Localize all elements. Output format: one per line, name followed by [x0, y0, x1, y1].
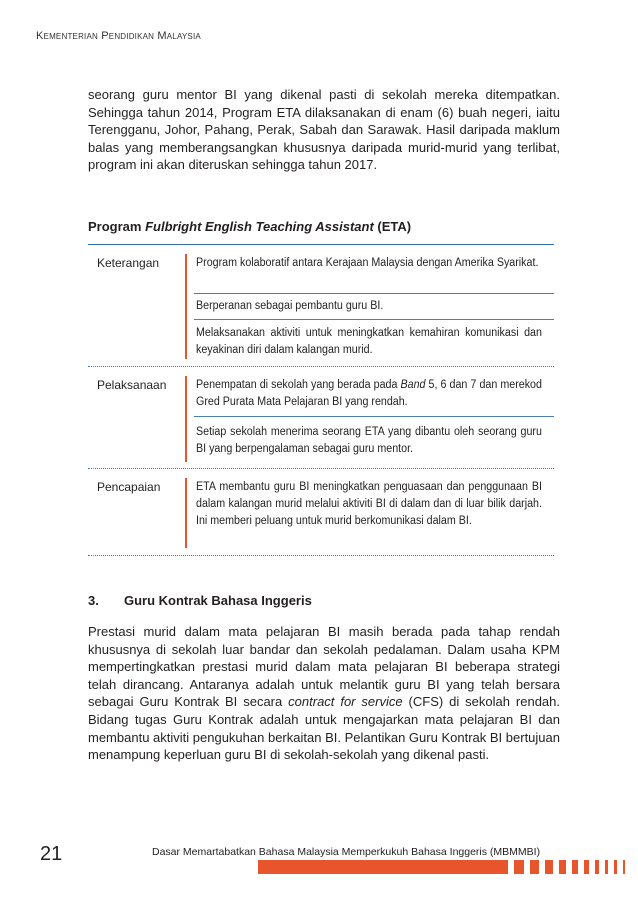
program-heading [88, 219, 411, 234]
footer-decor-block [572, 860, 578, 874]
footer-decor-block [595, 860, 599, 874]
section-3-title: Guru Kontrak Bahasa Inggeris [124, 593, 312, 608]
footer-decor-block [545, 860, 553, 874]
footer-decor-block [614, 860, 617, 874]
footer-decor-block [623, 860, 625, 874]
footer-decor-block [530, 860, 539, 874]
footer-decor-block [584, 860, 589, 874]
keterangan-bar [185, 254, 187, 359]
keterangan-label: Keterangan [97, 256, 160, 270]
pelaksanaan-item-1-italic: Band [400, 379, 426, 391]
program-heading-italic: Fulbright English Teaching Assistant [145, 219, 374, 234]
table-bottom-rule [88, 555, 554, 556]
pelaksanaan-item-2: Setiap sekolah menerima seorang ETA yang dibantu oleh seorang guru BI yang berpengalaman sebagai guru mentor. [196, 426, 542, 455]
section-3-para-italic: contract for service [288, 694, 403, 710]
pencapaian-label: Pencapaian [97, 480, 161, 494]
table-top-rule [88, 244, 554, 245]
section-3-number: 3. [88, 593, 99, 608]
pelaksanaan-item-1 [196, 377, 542, 411]
pelaksanaan-item-1-prefix: Penempatan di sekolah yang berada pada [196, 379, 401, 391]
footer-title: Dasar Memartabatkan Bahasa Malaysia Memperkukuh Bahasa Inggeris (MBMMBI) [152, 846, 541, 858]
section-3-paragraph [88, 623, 560, 764]
section-3-para-part2: (CFS) di sekolah rendah. Bidang tugas Guru Kontrak adalah untuk mengajarkan mata pelajaran BI dan membantu aktiviti pengukuhan berkaitan BI. Pelantikan Guru Kontrak BI bertujuan menampung keperluan guru BI di sekolah-sekolah yang dikenal pasti. [88, 694, 560, 763]
page-number: 21 [40, 843, 63, 865]
pencapaian-bar [185, 478, 187, 548]
program-heading-prefix: Program [88, 219, 146, 234]
footer-decor-block [559, 860, 566, 874]
footer-decor-block [514, 860, 524, 874]
section-divider-2 [88, 468, 554, 469]
section-3-para-part1: Prestasi murid dalam mata pelajaran BI masih berada pada tahap rendah khususnya di sekolah luar bandar dan sekolah pedalaman. Dalam usaha KPM mempertingkatkan prestasi murid dalam mata pelajaran BI beberapa strategi telah dirancang. Antaranya adalah untuk melantik guru BI yang telah bersara sebagai Guru Kontrak BI secara [88, 624, 560, 710]
pelaksanaan-item-1-suffix: 5, 6 dan 7 dan merekod Gred Purata Mata Pelajaran BI yang rendah. [196, 379, 542, 408]
section-3-heading [88, 593, 312, 608]
footer-decor-block [605, 860, 608, 874]
footer-decor-bar [258, 860, 508, 874]
pencapaian-item: ETA membantu guru BI meningkatkan penguasaan dan penggunaan BI dalam kalangan murid melalui aktiviti BI di dalam dan di luar bilik darjah. Ini memberi peluang untuk murid berkomunikasi dalam BI. [196, 481, 542, 527]
keterangan-item-2: Berperanan sebagai pembantu guru BI. [196, 300, 384, 312]
ministry-header: Kementerian Pendidikan Malaysia [36, 30, 201, 42]
keterangan-divider-2 [194, 319, 554, 320]
intro-paragraph: seorang guru mentor BI yang dikenal pasti di sekolah mereka ditempatkan. Sehingga tahun 2014, Program ETA dilaksanakan di enam (6) buah negeri, iaitu Terengganu, Johor, Pahang, Perak, Sabah dan Sarawak. Hasil daripada maklum balas yang memberangsangkan khususnya daripada murid-murid yang terlibat, program ini akan diteruskan sehingga tahun 2017. [88, 87, 560, 173]
pelaksanaan-divider [194, 416, 554, 417]
keterangan-divider-1 [194, 293, 554, 294]
keterangan-item-3: Melaksanakan aktiviti untuk meningkatkan kemahiran komunikasi dan keyakinan diri dalam kalangan murid. [196, 327, 542, 356]
program-heading-suffix: (ETA) [373, 219, 412, 234]
pelaksanaan-label: Pelaksanaan [97, 378, 167, 392]
section-divider-1 [88, 366, 554, 367]
pelaksanaan-bar [185, 376, 187, 462]
keterangan-item-1: Program kolaboratif antara Kerajaan Malaysia dengan Amerika Syarikat. [196, 257, 539, 269]
